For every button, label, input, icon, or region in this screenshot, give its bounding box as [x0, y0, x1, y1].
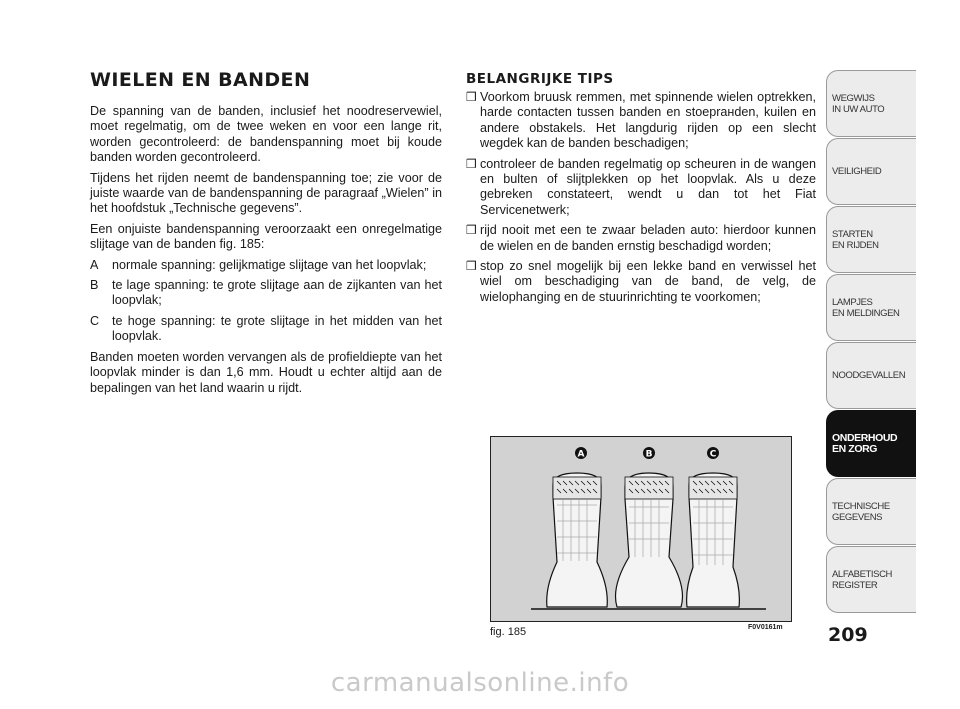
list-key: B [90, 278, 99, 293]
tyre-illustration [491, 437, 791, 621]
checkbox-bullet-icon: ❒ [466, 259, 477, 274]
label-a-badge [575, 447, 587, 460]
tab-starten[interactable]: STARTEN EN RIJDEN [826, 206, 916, 273]
label-b: B [645, 449, 653, 460]
figure-code: F0V0161m [748, 624, 783, 631]
list-item [90, 314, 442, 345]
figure-caption: fig. 185 [490, 626, 527, 638]
tip-text: Voorkom bruusk remmen, met spinnende wielen optrekken, harde contacten tussen banden en stoeprанden, kuilen en andere obstakels. Het langdurig rijden op een slecht wegdek kan de banden beschadigen; [480, 90, 816, 151]
list-key: A [90, 257, 99, 272]
checkbox-bullet-icon: ❒ [466, 223, 477, 238]
right-column [466, 68, 816, 310]
paragraph: De spanning van de banden, inclusief het noodreservewiel, moet regelmatig, om de twee weken en voor een lange rit, worden gecontroleerd: de bandenspanning moet bij koude banden worden gecontroleerd. [90, 104, 442, 165]
tips-heading: BELANGRIJKE TIPS [466, 71, 614, 87]
list-key: C [90, 313, 100, 328]
tab-onderhoud[interactable]: ONDERHOUD EN ZORG [826, 410, 916, 477]
left-column [90, 68, 442, 401]
list-item [90, 278, 442, 309]
checkbox-bullet-icon: ❒ [466, 90, 477, 104]
list-text: te lage spanning: te grote slijtage aan de zijkanten van het loopvlak; [112, 278, 442, 308]
list-text: te hoge spanning: te grote slijtage in het midden van het loopvlak. [112, 313, 442, 344]
tip-text: stop zo snel mogelijk bij een lekke band en verwissel het wiel om beschadiging van de band, de velg, de wielophanging en de stuurinrichting te voorkomen; [480, 259, 816, 304]
label-c: C [709, 449, 717, 460]
tab-lampjes[interactable]: LAMPJES EN MELDINGEN [826, 274, 916, 341]
tyre-b-illustration [616, 473, 683, 607]
tab-technische-gegevens[interactable]: TECHNISCHE GEGEVENS [826, 478, 916, 545]
page-number: 209 [828, 624, 868, 646]
paragraph: Tijdens het rijden neemt de bandenspanning toe; zie voor de juiste waarde van de bandenspanning de paragraaf „Wielen” in het hoofdstuk „Technische gegevens”. [90, 170, 442, 216]
tab-wegwijs[interactable]: WEGWIJS IN UW AUTO [826, 70, 916, 137]
section-heading: WIELEN EN BANDEN [90, 69, 311, 91]
list-item [90, 258, 442, 273]
tip-item [466, 157, 816, 219]
paragraph: Een onjuiste bandenspanning veroorzaakt een onregelmatige slijtage van de banden fig. 185: [90, 221, 442, 252]
tab-noodgevallen[interactable]: NOODGEVALLEN [826, 342, 916, 409]
checkbox-bullet-icon: ❒ [466, 156, 477, 171]
label-c-badge [707, 447, 719, 460]
tip-item [466, 259, 816, 305]
chapter-sidebar [826, 70, 916, 614]
tip-text: rijd nooit met een te zwaar beladen auto: hierdoor kunnen de wielen en de banden ernstig beschadigd worden; [480, 223, 816, 253]
tyre-c-illustration [687, 473, 740, 607]
list-text: normale spanning: gelijkmatige slijtage van het loopvlak; [112, 257, 427, 272]
label-b-badge [643, 447, 655, 460]
tip-item [466, 90, 816, 152]
label-a: A [577, 449, 585, 460]
tip-text: controleer de banden regelmatig op scheuren in de wangen en bulten of slijtplekken op het loopvlak. Als u deze gebreken constateert, wendt u dan tot het Fiat Servicenetwerk; [480, 156, 816, 217]
tyre-wear-figure [490, 436, 792, 622]
tip-item [466, 223, 816, 254]
tab-alfabetisch-register[interactable]: ALFABETISCH REGISTER [826, 546, 916, 613]
tab-veiligheid[interactable]: VEILIGHEID [826, 138, 916, 205]
closing-paragraph: Banden moeten worden vervangen als de profieldiepte van het loopvlak minder is dan 1,6 mm. Houdt u echter altijd aan de bepalingen van het land waarin u rijdt. [90, 349, 442, 395]
tyre-a-illustration [547, 473, 608, 607]
watermark: carmanualsonline.info [330, 668, 630, 698]
